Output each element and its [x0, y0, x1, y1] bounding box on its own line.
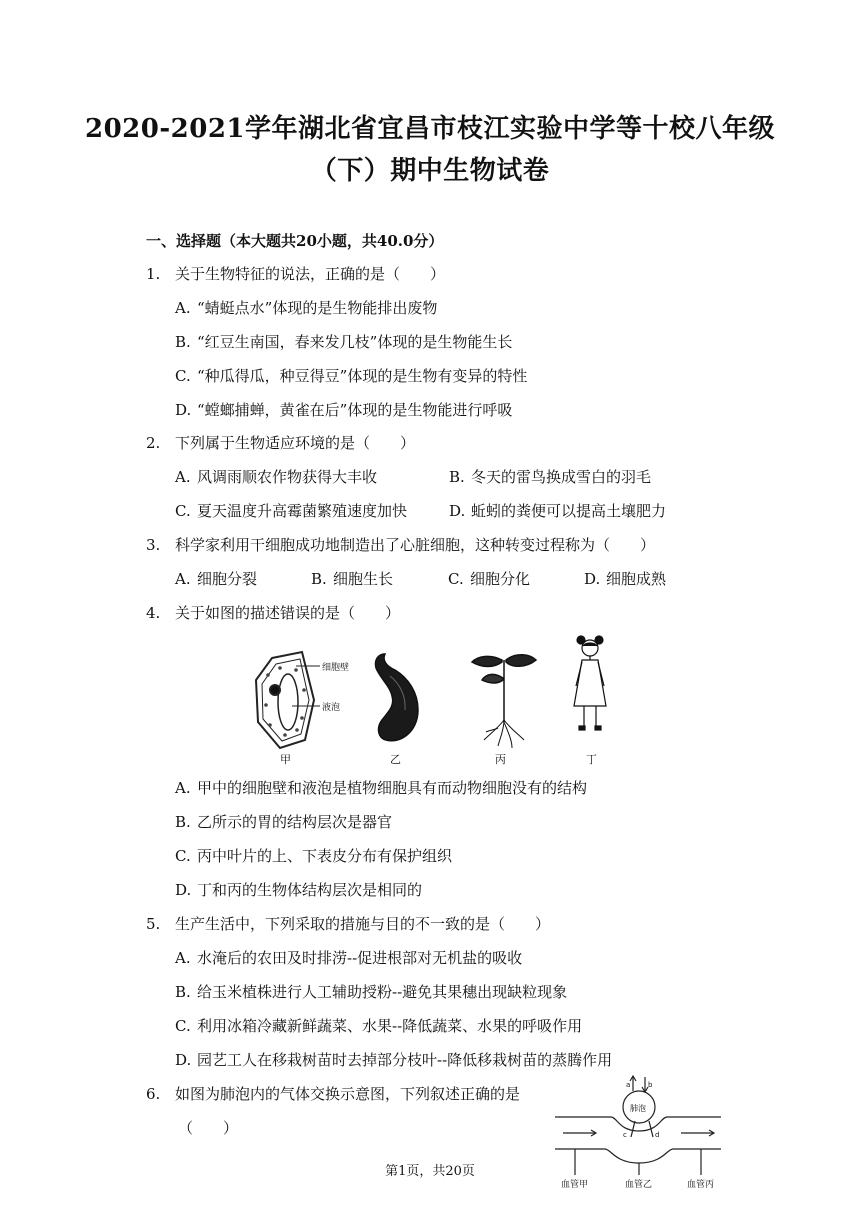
question-5-option-c[interactable]: C. 利用冰箱冷藏新鲜蔬菜、水果--降低蔬菜、水果的呼吸作用 [175, 1017, 583, 1035]
label-yi: 乙 [390, 753, 401, 766]
label-vessel-bing: 血管丙 [687, 1180, 715, 1190]
question-4-option-d[interactable]: D. 丁和丙的生物体结构层次是相同的 [175, 881, 423, 899]
question-4-option-b[interactable]: B. 乙所示的胃的结构层次是器官 [175, 813, 393, 831]
seedling-figure [472, 655, 536, 748]
question-2-option-a[interactable]: A. 风调雨顺农作物获得大丰收 [175, 468, 378, 486]
question-3-option-a[interactable]: A. 细胞分裂 [175, 570, 258, 588]
page-title-line2: （下）期中生物试卷 [310, 156, 550, 186]
page-title-line1: 2020-2021学年湖北省宜昌市枝江实验中学等十校八年级 [84, 114, 776, 144]
question-1-option-c[interactable]: C. “种瓜得瓜，种豆得豆”体现的是生物有变异的特性 [175, 367, 528, 385]
page-footer: 第1页，共20页 [385, 1164, 475, 1179]
label-c: c [623, 1131, 627, 1139]
label-a: a [626, 1081, 631, 1089]
label-b: b [648, 1081, 653, 1089]
question-6-stem-cont: （ ） [178, 1119, 239, 1137]
question-3-option-b[interactable]: B. 细胞生长 [311, 570, 394, 588]
question-1-option-b[interactable]: B. “红豆生南国，春来发几枝”体现的是生物能生长 [175, 333, 513, 351]
girl-figure [574, 636, 606, 730]
label-vessel-jia: 血管甲 [561, 1180, 589, 1190]
plant-cell-figure [256, 652, 320, 748]
question-2-option-d[interactable]: D. 蚯蚓的粪便可以提高土壤肥力 [449, 502, 667, 520]
question-5-option-b[interactable]: B. 给玉米植株进行人工辅助授粉--避免其果穗出现缺粒现象 [175, 983, 568, 1001]
label-vacuole: 液泡 [322, 703, 341, 713]
label-jia: 甲 [280, 753, 291, 766]
question-1-option-a[interactable]: A. “蜻蜓点水”体现的是生物能排出废物 [175, 299, 438, 317]
question-4-option-a[interactable]: A. 甲中的细胞壁和液泡是植物细胞具有而动物细胞没有的结构 [175, 779, 588, 797]
question-3-option-c[interactable]: C. 细胞分化 [448, 570, 531, 588]
section-heading: 一、选择题（本大题共20小题，共40.0分） [146, 232, 444, 250]
question-1-stem: 1. 关于生物特征的说法，正确的是（ ） [146, 265, 446, 283]
question-5-option-d[interactable]: D. 园艺工人在移栽树苗时去掉部分枝叶--降低移栽树苗的蒸腾作用 [175, 1051, 613, 1069]
label-alveolus: 肺泡 [630, 1104, 646, 1113]
label-bing: 丙 [495, 753, 506, 766]
question-5-stem: 5. 生产生活中，下列采取的措施与目的不一致的是（ ） [146, 915, 551, 933]
label-vessel-yi: 血管乙 [625, 1180, 653, 1190]
question-2-option-c[interactable]: C. 夏天温度升高霉菌繁殖速度加快 [175, 502, 408, 520]
stomach-figure [375, 654, 418, 741]
question-6-stem: 6. 如图为肺泡内的气体交换示意图，下列叙述正确的是 [146, 1085, 521, 1103]
question-2-option-b[interactable]: B. 冬天的雷鸟换成雪白的羽毛 [449, 468, 652, 486]
question-1-option-d[interactable]: D. “螳螂捕蝉，黄雀在后”体现的是生物能进行呼吸 [175, 401, 513, 419]
question-4-figure [250, 630, 620, 770]
question-2-stem: 2. 下列属于生物适应环境的是（ ） [146, 434, 416, 452]
label-cell-wall: 细胞壁 [322, 663, 350, 673]
question-3-stem: 3. 科学家利用干细胞成功地制造出了心脏细胞，这种转变过程称为（ ） [146, 536, 656, 554]
question-3-option-d[interactable]: D. 细胞成熟 [584, 570, 667, 588]
question-5-option-a[interactable]: A. 水淹后的农田及时排涝--促进根部对无机盐的吸收 [175, 949, 523, 967]
label-ding: 丁 [586, 753, 597, 766]
question-4-option-c[interactable]: C. 丙中叶片的上、下表皮分布有保护组织 [175, 847, 453, 865]
question-4-stem: 4. 关于如图的描述错误的是（ ） [146, 604, 401, 622]
label-d: d [655, 1131, 660, 1139]
